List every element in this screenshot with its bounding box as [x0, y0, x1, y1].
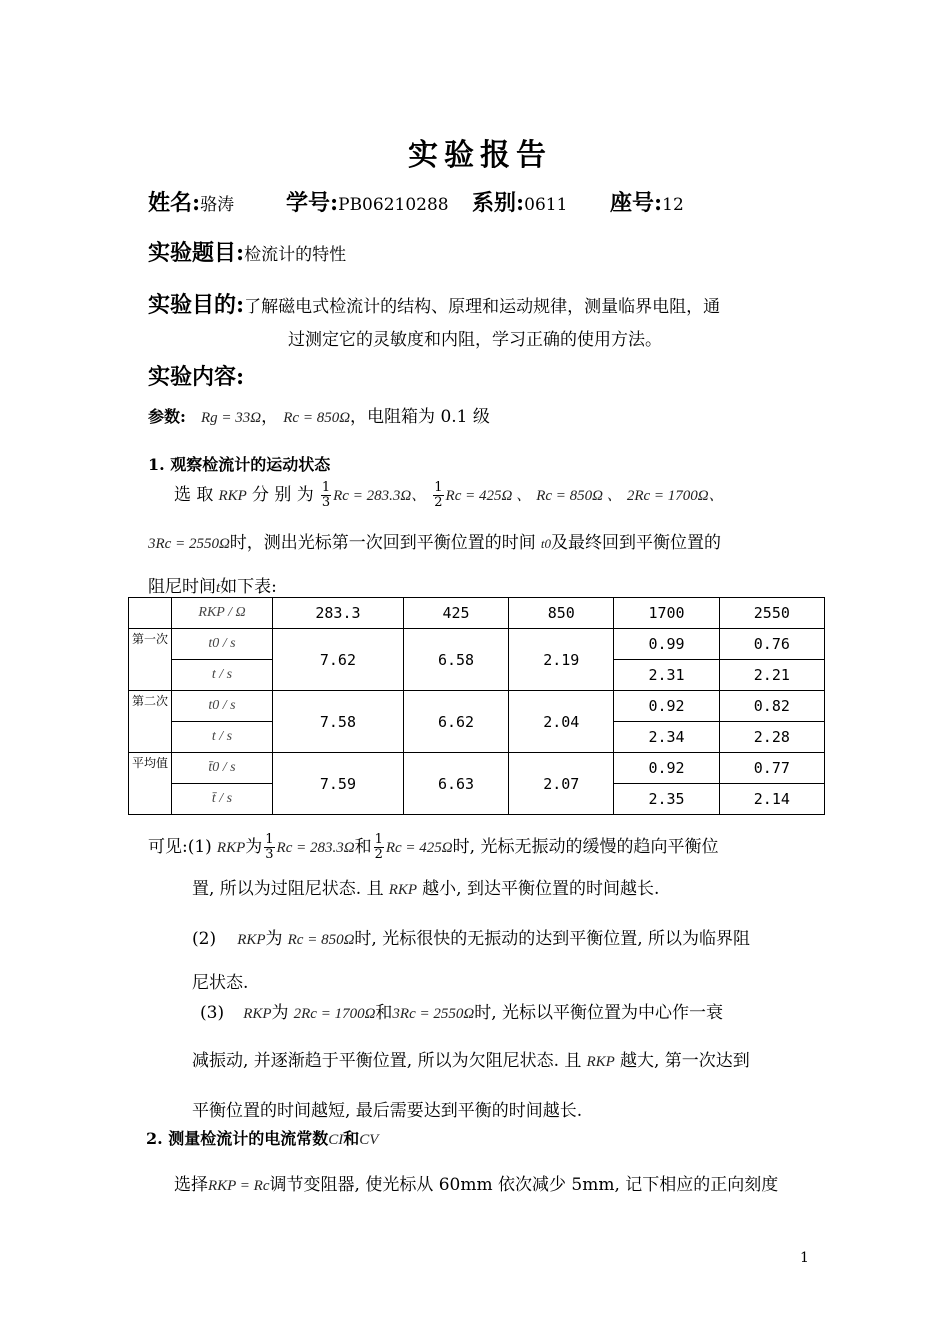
table-cell: 2.14 [719, 784, 824, 815]
table-cell: 2.19 [509, 629, 614, 691]
dept-value: 0611 [524, 195, 568, 215]
section-1-title: 1. 观察检流计的运动状态 [148, 455, 331, 474]
table-row-label: t / s [172, 660, 273, 691]
conclusion-1-line-1: 可见:(1) RKP为 $\frac{1}{3}$ Rc = 283.3Ω和 $\frac{1}{2}$ Rc = 425Ω时, 光标无振动的缓慢的趋向平衡位 [148, 832, 719, 862]
table-group-label: 第二次 [129, 691, 172, 753]
table-row [129, 753, 825, 784]
seat-label: 座号: [610, 190, 663, 216]
table-cell: 6.63 [403, 753, 508, 815]
purpose-line-1 [148, 288, 720, 319]
fraction-one-half: $\frac{1}{2}$ [434, 480, 443, 510]
table-col-header: 1700 [614, 598, 719, 629]
s1-line-2: 3Rc = 2550Ω时，测出光标第一次回到平衡位置的时间 t0及最终回到平衡位置的 [148, 533, 722, 553]
table-cell: 0.99 [614, 629, 719, 660]
purpose-label: 实验目的: [148, 292, 245, 318]
seat-value: 12 [662, 195, 684, 215]
table-cell: 0.92 [614, 753, 719, 784]
params-line: 参数: Rg = 33Ω， Rc = 850Ω，电阻箱为 0.1 级 [148, 407, 490, 427]
table-header-row [129, 598, 825, 629]
table-cell: 2.28 [719, 722, 824, 753]
conclusion-2-line-2: 尼状态. [192, 973, 249, 993]
table-cell: 2.07 [509, 753, 614, 815]
s1-line-1: 选 取 RKP 分 别 为 $\frac{1}{3}$ Rc = 283.3Ω、 $\frac{1}{2}$ Rc = 425Ω 、 Rc = 850Ω 、 2Rc = 1700Ω、 [174, 480, 724, 510]
conclusion-3-line-3: 平衡位置的时间越短, 最后需要达到平衡的时间越长. [192, 1101, 583, 1121]
table-row [129, 691, 825, 722]
table-col-header: 2550 [719, 598, 824, 629]
table-row-label: t̄0 / s [172, 753, 273, 784]
table-row-label: t0 / s [172, 691, 273, 722]
dept-label: 系别: [472, 190, 525, 216]
table-corner-cell [129, 598, 172, 629]
table-cell: 0.92 [614, 691, 719, 722]
table-cell: 6.58 [403, 629, 508, 691]
table-cell: 0.76 [719, 629, 824, 660]
params-suffix: ，电阻箱为 0.1 级 [350, 407, 490, 427]
table-cell: 6.62 [403, 691, 508, 753]
table-cell: 7.58 [273, 691, 404, 753]
topic-value: 检流计的特性 [244, 245, 347, 265]
student-seat [610, 186, 684, 217]
topic-label: 实验题目: [148, 240, 245, 266]
id-value: PB06210288 [338, 195, 449, 215]
table-cell: 2.35 [614, 784, 719, 815]
param-rg: Rg = 33Ω [201, 410, 262, 426]
table-cell: 7.59 [273, 753, 404, 815]
table-cell: 0.77 [719, 753, 824, 784]
table-cell: 0.82 [719, 691, 824, 722]
student-info-line [148, 186, 234, 217]
params-label: 参数: [148, 407, 186, 426]
report-title: 实验报告 [408, 138, 552, 173]
table-cell: 7.62 [273, 629, 404, 691]
page-number: 1 [800, 1250, 809, 1266]
conclusion-1-line-2: 置, 所以为过阻尼状态. 且 RKP 越小, 到达平衡位置的时间越长. [192, 879, 660, 899]
student-dept [472, 186, 567, 217]
content-label: 实验内容: [148, 364, 245, 390]
fraction-one-third: $\frac{1}{3}$ [321, 480, 331, 510]
id-label: 学号: [286, 190, 339, 216]
table-row-label: t0 / s [172, 629, 273, 660]
section-2-title: 2. 测量检流计的电流常数CI和CV [146, 1129, 379, 1148]
table-group-label: 平均值 [129, 753, 172, 815]
table-row-label: t / s [172, 722, 273, 753]
table-col-header: 283.3 [273, 598, 404, 629]
param-rc: Rc = 850Ω [283, 410, 351, 426]
table-header-label: RKP / Ω [172, 598, 273, 629]
conclusion-3-line-2: 减振动, 并逐渐趋于平衡位置, 所以为欠阻尼状态. 且 RKP 越大, 第一次达到 [192, 1051, 750, 1071]
name-label: 姓名: [148, 190, 201, 216]
purpose-text-1: 了解磁电式检流计的结构、原理和运动规律，测量临界电阻，通 [244, 297, 721, 317]
purpose-line-2: 过测定它的灵敏度和内阻，学习正确的使用方法。 [288, 330, 662, 350]
table-row-label: t̄ / s [172, 784, 273, 815]
section-2-line: 选择RKP = Rc调节变阻器, 使光标从 60mm 依次减少 5mm, 记下相应的正向刻度 [174, 1175, 779, 1195]
table-cell: 2.31 [614, 660, 719, 691]
data-table [128, 597, 825, 815]
table-col-header: 850 [509, 598, 614, 629]
s1-line-3: 阻尼时间t如下表: [148, 577, 277, 597]
table-col-header: 425 [403, 598, 508, 629]
table-cell: 2.34 [614, 722, 719, 753]
table-cell: 2.04 [509, 691, 614, 753]
student-id [286, 186, 449, 217]
topic-line [148, 236, 346, 267]
table-row [129, 629, 825, 660]
conclusion-2-line-1: (2) RKP为 Rc = 850Ω时, 光标很快的无振动的达到平衡位置, 所以为临界阻 [192, 929, 751, 949]
table-cell: 2.21 [719, 660, 824, 691]
name-value: 骆涛 [200, 195, 235, 215]
table-group-label: 第一次 [129, 629, 172, 691]
conclusion-3-line-1: (3) RKP为 2Rc = 1700Ω和3Rc = 2550Ω时, 光标以平衡位置为中心作一衰 [200, 1003, 724, 1023]
